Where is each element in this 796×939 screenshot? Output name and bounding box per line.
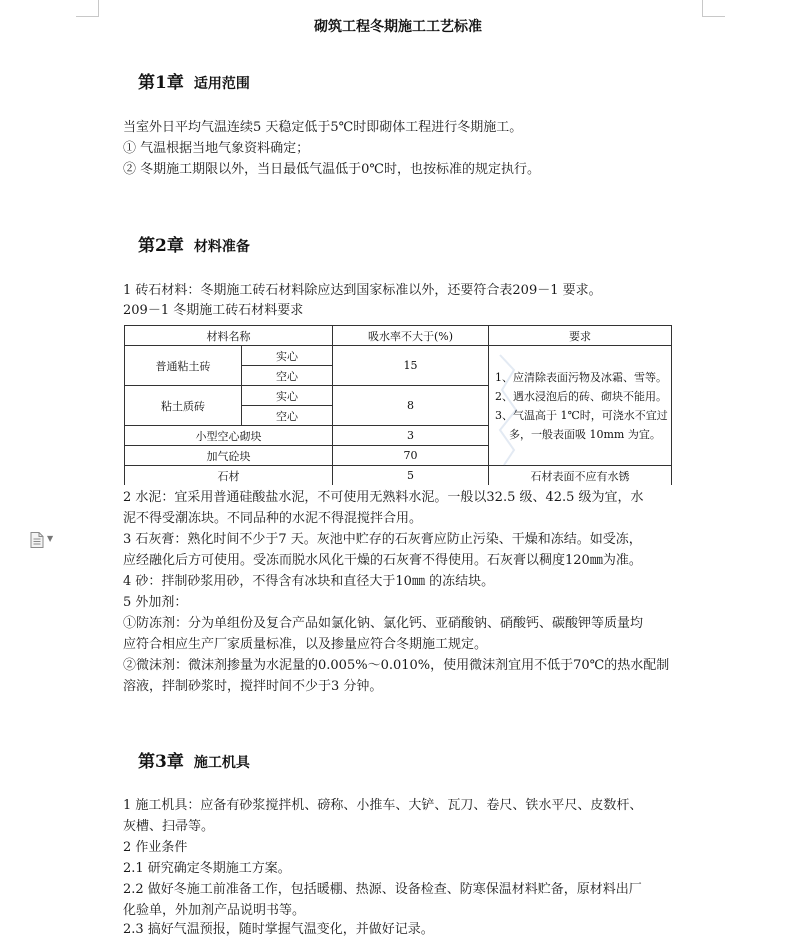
table-cell: 8 [333, 386, 489, 426]
paragraph-line: 溶液，拌制砂浆时，搅拌时间不少于3 分钟。 [123, 679, 383, 694]
table-cell: 实心 [242, 346, 333, 366]
table-cell: 3 [333, 426, 489, 446]
chapter-title: 施工机具 [193, 755, 250, 771]
table-cell: 石材表面不应有水锈 [489, 466, 672, 486]
paragraph-line: 当室外日平均气温连续5 天稳定低于5℃时即砌体工程进行冬期施工。 [123, 120, 523, 135]
paragraph-line: 2.3 搞好气温预报，随时掌握气温变化，并做好记录。 [123, 922, 434, 937]
table-cell: 5 [333, 466, 489, 486]
paragraph-line: 1 砖石材料：冬期施工砖石材料除应达到国家标准以外，还要符合表209－1 要求。 [123, 283, 602, 298]
chevron-down-icon[interactable]: ▼ [47, 534, 54, 543]
paragraph-line: ① 气温根据当地气象资料确定； [123, 141, 310, 156]
table-cell: 实心 [242, 386, 333, 406]
paragraph-line: 灰槽、扫帚等。 [123, 819, 215, 834]
requirement-line: 1、应清除表面污物及冰霜、雪等。 [495, 370, 667, 384]
page-corner-mark-right [702, 0, 725, 17]
paragraph-line: ②微沫剂：微沫剂掺量为水泥量的0.005%～0.010%，使用微沫剂宜用不低于70℃的热水配制 [123, 658, 670, 673]
paragraph-line: 化验单，外加剂产品说明书等。 [123, 903, 306, 918]
table-cell: 70 [333, 446, 489, 466]
table-cell: 石材 [125, 466, 333, 486]
requirement-line: 3、气温高于 1℃时，可浇水不宜过 [495, 408, 668, 422]
requirement-line: 多，一般表面吸 10mm 为宜。 [509, 427, 661, 441]
paragraph-line: 4 砂：拌制砂浆用砂，不得含有冰块和直径大于10㎜ 的冻结块。 [123, 574, 495, 589]
table-cell: 空心 [242, 406, 333, 426]
paragraph-line: 2.1 研究确定冬期施工方案。 [123, 861, 291, 876]
paragraph-line: 1 施工机具：应备有砂浆搅拌机、磅称、小推车、大铲、瓦刀、卷尺、铁水平尺、皮数杆、 [123, 798, 643, 813]
chapter-number: 第3章 [138, 752, 184, 772]
chapter-3-heading [138, 747, 250, 772]
chapter-number: 第1章 [138, 73, 184, 93]
paragraph-line: 5 外加剂： [123, 595, 188, 610]
paragraph-line: ② 冬期施工期限以外，当日最低气温低于0℃时，也按标准的规定执行。 [123, 162, 540, 177]
chapter-title: 适用范围 [193, 76, 250, 92]
table-header-cell: 要求 [489, 326, 672, 346]
page-corner-mark-left [76, 0, 99, 17]
paragraph-line: 应经融化后方可使用。受冻而脱水风化干燥的石灰膏不得使用。石灰膏以稠度120㎜为准。 [123, 553, 642, 568]
table-cell: 小型空心砌块 [125, 426, 333, 446]
paragraph-line: 泥不得受潮冻块。不同品种的水泥不得混搅拌合用。 [123, 511, 423, 526]
table-header-cell: 吸水率不大于(%) [333, 326, 489, 346]
paragraph-line: 2 水泥：宜采用普通硅酸盐水泥，不可使用无熟料水泥。一般以32.5 级、42.5 级为宜，水 [123, 490, 644, 505]
chapter-number: 第2章 [138, 236, 184, 256]
paragraph-line: 2.2 做好冬施工前准备工作，包括暖棚、热源、设备检查、防寒保温材料贮备，原材料出厂 [123, 882, 642, 897]
paragraph-line: 3 石灰膏：熟化时间不少于7 天。灰池中贮存的石灰膏应防止污染、干燥和冻结。如受冻， [123, 532, 642, 547]
table-cell: 15 [333, 346, 489, 386]
chapter-2-heading [138, 231, 250, 256]
paragraph-line: 应符合相应生产厂家质量标准，以及掺量应符合冬期施工规定。 [123, 637, 488, 652]
watermark-mark [492, 350, 522, 470]
paragraph-line: ①防冻剂：分为单组份及复合产品如氯化钠、氯化钙、亚硝酸钠、硝酸钙、碳酸钾等质量均 [123, 616, 644, 631]
document-title: 砌筑工程冬期施工工艺标准 [314, 19, 482, 35]
chapter-title: 材料准备 [193, 239, 250, 255]
requirement-line: 2、遇水浸泡后的砖、砌块不能用。 [495, 389, 667, 403]
document-margin-icon[interactable] [30, 532, 44, 548]
table-cell: 空心 [242, 366, 333, 386]
table-cell: 加气砼块 [125, 446, 333, 466]
material-requirements-table [124, 325, 672, 485]
chapter-1-heading [138, 68, 250, 93]
paragraph-line: 2 作业条件 [123, 840, 188, 855]
table-header-cell: 材料名称 [125, 326, 333, 346]
table-cell: 普通粘土砖 [125, 346, 242, 386]
table-caption: 209－1 冬期施工砖石材料要求 [123, 303, 304, 318]
table-cell: 粘土质砖 [125, 386, 242, 426]
